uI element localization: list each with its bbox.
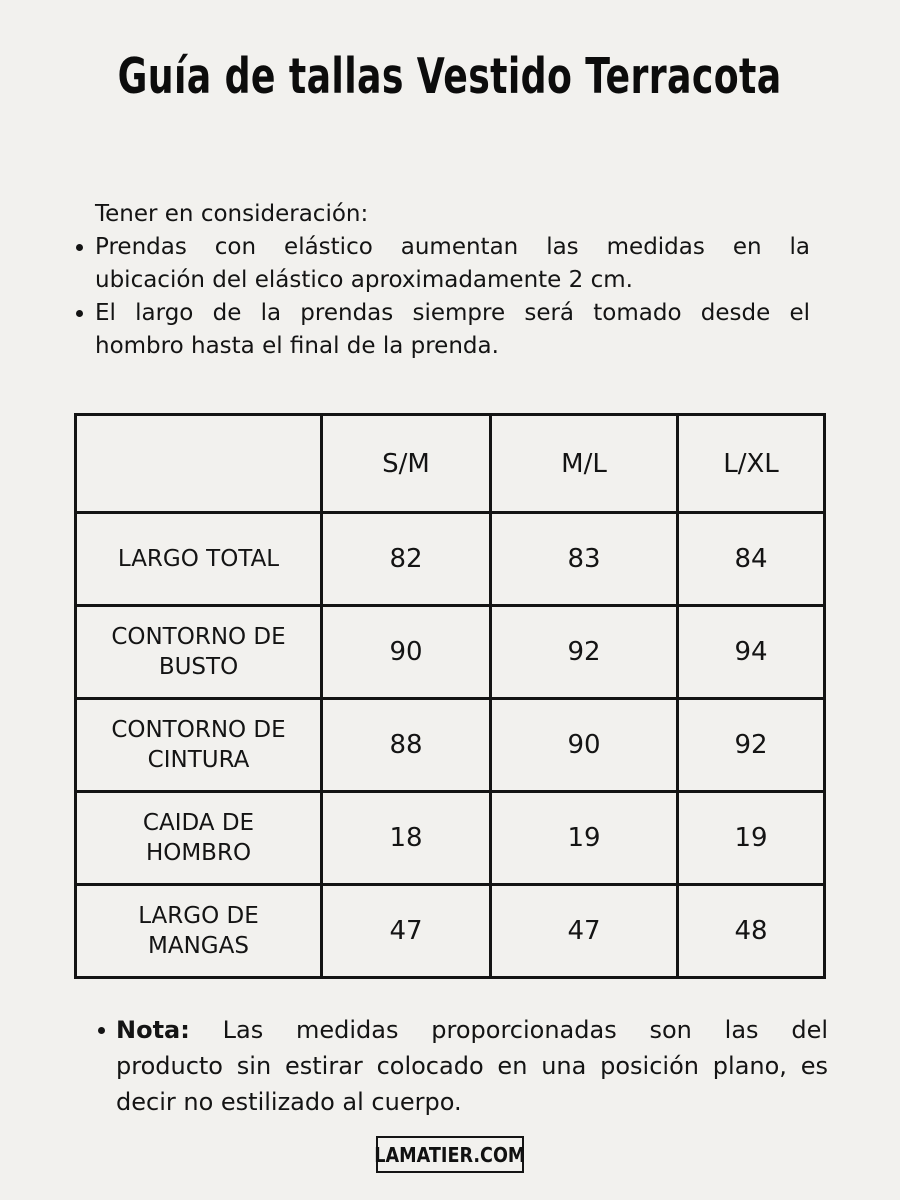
note-line-rest: Las medidas proporcionadas son las del — [222, 1016, 828, 1044]
table-row — [76, 885, 825, 978]
table-row — [76, 792, 825, 885]
page-title-text: Guía de tallas Vestido Terracota — [118, 48, 782, 105]
table-row — [76, 606, 825, 699]
note-bullet — [97, 1012, 828, 1120]
brand-name: LAMATIER.COM — [374, 1142, 526, 1167]
measurement-label — [76, 513, 322, 606]
measurement-label — [76, 606, 322, 699]
measurement-label — [76, 792, 322, 885]
measurement-value: 83 — [491, 513, 678, 606]
measurement-value: 19 — [491, 792, 678, 885]
bullet-line: Prendas con elástico aumentan las medidas en la — [95, 234, 810, 260]
brand-box — [376, 1136, 524, 1173]
note-label: Nota: — [116, 1016, 190, 1044]
note-line: decir no estilizado al cuerpo. — [116, 1088, 462, 1116]
measurement-label-line: CONTORNO DE — [111, 624, 286, 650]
size-table — [74, 413, 826, 979]
measurement-value: 82 — [322, 513, 491, 606]
bullet-dot-icon — [98, 1027, 105, 1034]
measurement-label — [76, 885, 322, 978]
bullet-line: El largo de la prendas siempre será tomado desde el — [95, 300, 810, 326]
measurement-value: 18 — [322, 792, 491, 885]
consideration-bullet-1-text — [95, 231, 810, 297]
bullet-dot-icon — [76, 244, 83, 251]
size-column-header: L/XL — [678, 415, 825, 513]
measurement-value: 47 — [322, 885, 491, 978]
note-line: producto sin estirar colocado en una posición plano, es — [116, 1052, 828, 1080]
measurement-value: 90 — [322, 606, 491, 699]
measurement-label-line: MANGAS — [148, 933, 249, 959]
measurement-label-line: LARGO TOTAL — [117, 546, 280, 572]
page-title — [0, 48, 900, 105]
measurement-value: 19 — [678, 792, 825, 885]
measurement-value: 92 — [491, 606, 678, 699]
measurement-label-line: CINTURA — [147, 747, 250, 773]
consideration-bullet-1 — [75, 231, 812, 297]
measurement-value: 90 — [491, 699, 678, 792]
bullet-dot-icon — [76, 310, 83, 317]
measurement-label-line: LARGO DE — [138, 903, 259, 929]
measurement-value: 92 — [678, 699, 825, 792]
size-table-corner-cell — [76, 415, 322, 513]
table-row — [76, 513, 825, 606]
measurement-label-line: CAIDA DE — [142, 810, 255, 836]
bullet-line: ubicación del elástico aproximadamente 2 cm. — [95, 267, 633, 293]
note-section — [97, 1012, 828, 1120]
table-row — [76, 699, 825, 792]
measurement-label — [76, 699, 322, 792]
measurement-value: 94 — [678, 606, 825, 699]
measurement-value: 88 — [322, 699, 491, 792]
size-table-header-row — [76, 415, 825, 513]
considerations-heading: Tener en consideración: — [95, 201, 369, 227]
considerations-section — [75, 198, 812, 363]
size-column-header: S/M — [322, 415, 491, 513]
measurement-label-line: HOMBRO — [145, 840, 252, 866]
consideration-bullet-2-text — [95, 297, 810, 363]
size-column-header: M/L — [491, 415, 678, 513]
consideration-bullet-2 — [75, 297, 812, 363]
measurement-value: 48 — [678, 885, 825, 978]
measurement-label-line: BUSTO — [158, 654, 239, 680]
measurement-label-line: CONTORNO DE — [111, 717, 286, 743]
note-text — [116, 1012, 828, 1120]
measurement-value: 47 — [491, 885, 678, 978]
measurement-value: 84 — [678, 513, 825, 606]
note-line — [116, 1012, 828, 1048]
bullet-line: hombro hasta el final de la prenda. — [95, 333, 499, 359]
